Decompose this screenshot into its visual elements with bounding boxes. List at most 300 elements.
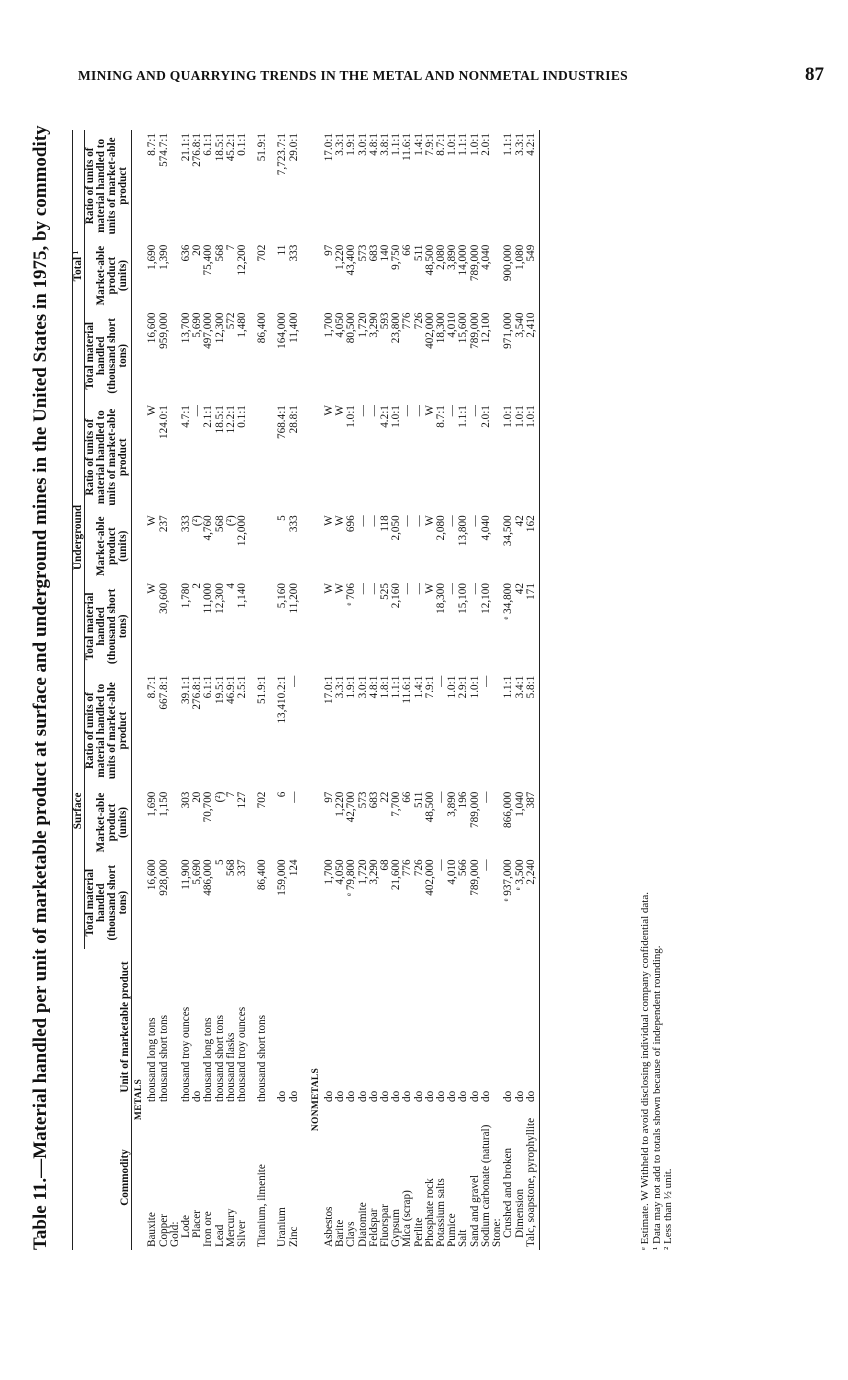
table-row <box>203 130 214 1250</box>
cell-t-prod: 1,390 <box>157 244 170 270</box>
cell-u-ratio: — <box>446 405 459 417</box>
cell-commodity: Placer <box>191 1210 204 1238</box>
cell-unit: do <box>502 1090 515 1102</box>
cell-commodity: Clays <box>345 1221 358 1247</box>
cell-s-prod: 573 <box>356 791 369 809</box>
cell-u-ratio: 0.1:1 <box>236 405 249 428</box>
footnote-estimate: ᵉ Estimate. W Withheld to avoid disclosing individual company confidential data. <box>639 892 651 1250</box>
cell-unit: do <box>356 1090 369 1102</box>
cell-u-mat: — <box>356 583 369 595</box>
cell-t-prod: 573 <box>356 244 369 262</box>
cell-s-ratio: — <box>479 675 492 687</box>
cell-s-mat: 124 <box>287 859 300 877</box>
cell-t-prod: 900,000 <box>502 244 515 282</box>
cell-commodity: Gypsum <box>390 1209 403 1247</box>
cell-u-mat: — <box>412 583 425 595</box>
cell-s-prod: 7 <box>224 791 237 798</box>
cell-u-prod <box>257 512 268 580</box>
empty-cell <box>132 673 148 789</box>
cell-t-mat: 12,100 <box>479 312 492 344</box>
cell-unit: do <box>367 1090 380 1102</box>
empty-cell <box>309 580 324 673</box>
empty-cell <box>309 673 324 789</box>
cell-t-prod: 549 <box>526 242 540 310</box>
table-row <box>147 130 158 1250</box>
cell-s-prod: — <box>287 791 300 803</box>
cell-s-mat: ᵉ 937,000 <box>502 859 515 902</box>
cell-t-mat: 15,600 <box>457 312 470 344</box>
cell-commodity: Fluorspar <box>379 1204 392 1247</box>
cell-s-prod: 127 <box>236 791 249 809</box>
cell-s-prod: 22 <box>379 791 392 803</box>
cell-u-ratio: — <box>356 405 369 417</box>
cell-u-mat: 2,160 <box>390 583 403 609</box>
cell-commodity: Dimension <box>513 1188 526 1238</box>
cell-s-ratio: 4.8:1 <box>367 675 380 699</box>
empty-cell <box>309 789 324 857</box>
cell-s-ratio: 1.8:1 <box>379 675 392 699</box>
cell-t-ratio: 276.8:1 <box>191 133 204 167</box>
cell-u-ratio: — <box>401 405 414 417</box>
cell-unit: thousand troy ounces <box>180 1006 193 1102</box>
cell-t-prod: 66 <box>401 244 414 256</box>
cell-unit: do <box>412 1090 425 1102</box>
cell-commodity: Barite <box>334 1219 347 1247</box>
cell-s-mat: — <box>479 859 492 871</box>
cell-s-mat: 337 <box>236 859 249 877</box>
cell-t-prod: 2,080 <box>435 244 448 270</box>
cell-t-prod: 1,690 <box>146 244 159 270</box>
cell-s-ratio: 1.9:1 <box>345 675 358 699</box>
cell-u-prod: 333 <box>287 515 300 533</box>
cell-t-prod: 636 <box>180 244 193 262</box>
cell-s-ratio: 1.1:1 <box>502 675 515 699</box>
group-total: Total ¹ <box>73 130 85 402</box>
header-commodity: Commodity <box>73 1105 132 1250</box>
cell-u-mat: 11,000 <box>202 583 215 614</box>
cell-s-ratio: 7.9:1 <box>423 675 436 699</box>
cell-t-ratio: 1.1:1 <box>502 133 515 156</box>
cell-unit: thousand long tons <box>146 1017 159 1102</box>
cell-commodity: Mica (scrap) <box>401 1190 414 1247</box>
header-total-product: Market-able product (units) <box>85 242 132 310</box>
cell-s-mat: ᵉ 79,800 <box>345 859 358 896</box>
cell-t-ratio: 574.7:1 <box>157 133 170 167</box>
cell-s-mat: 11,900 <box>180 859 193 890</box>
cell-t-ratio: 6.1:1 <box>202 133 215 156</box>
cell-t-mat: 4,010 <box>446 312 459 338</box>
cell-s-prod: 20 <box>191 791 204 803</box>
table-row <box>257 130 268 1250</box>
group-surface: Surface <box>73 673 85 949</box>
empty-cell <box>309 130 324 242</box>
cell-u-ratio: 2.1:1 <box>202 405 215 428</box>
cell-u-prod: 2,080 <box>435 515 448 541</box>
cell-t-mat: 86,400 <box>256 312 269 344</box>
cell-s-mat: 86,400 <box>256 859 269 891</box>
cell-u-prod: 34,500 <box>502 515 515 547</box>
cell-u-prod: — <box>446 515 459 527</box>
cell-u-ratio: W <box>146 405 159 416</box>
cell-commodity: Potassium salts <box>435 1178 448 1247</box>
cell-t-mat: 16,600 <box>146 312 159 344</box>
cell-t-mat: 572 <box>224 312 237 330</box>
cell-commodity: Salt <box>457 1229 470 1247</box>
cell-t-prod: 48,500 <box>423 244 436 276</box>
cell-u-mat: 42 <box>513 583 526 595</box>
cell-s-mat: 486,000 <box>202 859 215 896</box>
header-underground-material: Total material handled (thousand short tons) <box>85 580 132 673</box>
cell-t-mat: 12,300 <box>213 312 226 344</box>
cell-s-mat: 2,240 <box>526 856 540 949</box>
cell-u-ratio: — <box>367 405 380 417</box>
cell-t-mat: 789,000 <box>468 312 481 349</box>
cell-t-prod: 12,200 <box>236 244 249 276</box>
cell-t-mat: 23,800 <box>390 312 403 344</box>
cell-t-mat: 2,410 <box>526 309 540 402</box>
cell-t-ratio: 8.7:1 <box>435 133 448 156</box>
cell-t-ratio: 17.0:1 <box>323 133 336 162</box>
table-row <box>470 130 481 1250</box>
cell-commodity: Iron ore <box>202 1211 215 1247</box>
cell-u-prod: W <box>423 515 436 526</box>
cell-u-mat: W <box>146 583 159 594</box>
cell-t-mat: 776 <box>401 312 414 330</box>
header-total-ratio: Ratio of units of material handled to units of market-able product <box>85 130 132 242</box>
cell-s-ratio: 2.9:1 <box>457 675 470 699</box>
cell-commodity: Stone: <box>491 1218 504 1247</box>
cell-u-mat: 2 <box>191 583 204 589</box>
cell-unit: do <box>390 1090 403 1102</box>
cell-u-ratio: 1.0:1 <box>345 405 358 428</box>
cell-s-mat: 928,000 <box>157 859 170 896</box>
cell-u-ratio: — <box>191 405 204 417</box>
cell-t-prod: 333 <box>287 244 300 262</box>
cell-u-ratio: 124.0:1 <box>157 405 170 439</box>
table-row <box>289 130 300 1250</box>
cell-s-ratio: 2.5:1 <box>236 675 249 699</box>
cell-u-prod: W <box>334 515 347 526</box>
cell-t-mat: 11,400 <box>287 312 300 343</box>
cell-u-prod: (²) <box>191 515 204 527</box>
cell-u-ratio: 1.0:1 <box>513 405 526 428</box>
cell-unit: do <box>479 1090 492 1102</box>
cell-s-prod: 66 <box>401 791 414 803</box>
cell-u-ratio: — <box>468 405 481 417</box>
cell-s-ratio: 46.9:1 <box>224 675 237 704</box>
cell-t-prod: 11 <box>276 244 289 256</box>
cell-t-ratio: 1.9:1 <box>345 133 358 156</box>
cell-t-prod: 568 <box>213 244 226 262</box>
cell-unit: thousand short tons <box>256 1014 269 1102</box>
cell-s-mat: ᵉ 3,500 <box>513 859 526 891</box>
cell-s-ratio: 1.0:1 <box>468 675 481 699</box>
rotated-table-page <box>20 125 820 1250</box>
cell-unit: thousand short tons <box>157 1014 170 1102</box>
cell-t-ratio: 18.5:1 <box>213 133 226 162</box>
empty-cell <box>132 512 148 580</box>
cell-u-prod: 4,760 <box>202 515 215 541</box>
cell-s-prod: 1,690 <box>146 791 159 817</box>
cell-s-ratio: 17.0:1 <box>323 675 336 704</box>
cell-commodity: Perlite <box>412 1217 425 1247</box>
cell-commodity: Asbestos <box>323 1206 336 1247</box>
empty-cell <box>132 580 148 673</box>
cell-u-mat: 1,140 <box>236 583 249 609</box>
header-surface-material: Total material handled (thousand short tons) <box>85 856 132 949</box>
commodity-table <box>72 130 540 1250</box>
cell-commodity: Sodium carbonate (natural) <box>479 1124 492 1247</box>
cell-u-mat: 11,200 <box>287 583 300 614</box>
cell-s-mat: 566 <box>457 859 470 877</box>
cell-s-ratio: — <box>435 675 448 687</box>
cell-s-prod: 1,150 <box>157 791 170 817</box>
cell-u-mat: — <box>446 583 459 595</box>
header-unit: Unit of marketable product <box>73 949 132 1105</box>
cell-commodity: Feldspar <box>367 1208 380 1247</box>
cell-u-mat: 12,300 <box>213 583 226 614</box>
cell-t-mat: 164,000 <box>276 312 289 349</box>
cell-u-mat: 525 <box>379 583 392 600</box>
cell-t-prod: 9,750 <box>390 244 403 270</box>
cell-s-ratio: 11.6:1 <box>401 675 414 704</box>
cell-u-prod: 12,000 <box>236 515 249 547</box>
cell-u-mat: 18,300 <box>435 583 448 614</box>
cell-commodity: Zinc <box>287 1226 300 1247</box>
cell-unit: do <box>468 1090 481 1102</box>
cell-unit: do <box>401 1090 414 1102</box>
table-row <box>237 130 248 1250</box>
cell-t-ratio: 45.2:1 <box>224 133 237 162</box>
cell-t-prod: 140 <box>379 244 392 262</box>
cell-u-ratio: — <box>412 405 425 417</box>
cell-t-prod: 3,890 <box>446 244 459 270</box>
cell-t-mat: 3,290 <box>367 312 380 338</box>
cell-u-mat: 171 <box>526 580 540 673</box>
cell-s-prod: 866,000 <box>502 791 515 828</box>
cell-u-mat: — <box>468 583 481 595</box>
cell-unit: do <box>345 1090 358 1102</box>
cell-t-mat: 3,540 <box>513 312 526 338</box>
cell-s-ratio: 8.7:1 <box>146 675 159 699</box>
cell-s-mat: 4,010 <box>446 859 459 885</box>
footnotes <box>640 892 675 1250</box>
cell-s-prod: 683 <box>367 791 380 809</box>
cell-unit: do <box>423 1090 436 1102</box>
cell-u-mat: — <box>401 583 414 595</box>
header-underground-product: Market-able product (units) <box>85 512 132 580</box>
cell-s-prod: 303 <box>180 791 193 809</box>
cell-s-ratio: 3.0:1 <box>356 675 369 699</box>
empty-cell <box>132 856 148 949</box>
cell-unit: do <box>513 1090 526 1102</box>
cell-s-prod: 3,890 <box>446 791 459 817</box>
cell-t-ratio: 0.1:1 <box>236 133 249 156</box>
table-row <box>503 130 514 1250</box>
cell-u-mat: 1,780 <box>180 583 193 609</box>
empty-cell <box>132 309 148 402</box>
cell-s-prod: 702 <box>256 791 269 809</box>
cell-u-ratio: 1.0:1 <box>390 405 403 428</box>
cell-t-mat: 971,000 <box>502 312 515 349</box>
cell-s-prod: 387 <box>526 789 540 857</box>
cell-s-ratio: 667.8:1 <box>157 675 170 710</box>
cell-commodity: Titanium, ilmenite <box>256 1164 269 1247</box>
cell-unit: do <box>379 1090 392 1102</box>
cell-t-mat: 402,000 <box>423 312 436 349</box>
cell-t-mat: 1,720 <box>356 312 369 338</box>
table-row <box>481 130 492 1250</box>
header-underground-ratio: Ratio of units of material handled to units of market-able product <box>85 402 132 512</box>
cell-s-prod: 511 <box>412 791 425 808</box>
cell-s-prod: 789,000 <box>468 791 481 828</box>
cell-commodity: Diatomite <box>356 1202 369 1247</box>
cell-s-mat: 16,600 <box>146 859 159 891</box>
cell-u-prod: 5 <box>276 515 289 521</box>
cell-s-mat: 1,700 <box>323 859 336 885</box>
cell-u-mat: 12,100 <box>479 583 492 614</box>
cell-u-prod: W <box>323 515 336 526</box>
running-head <box>78 66 824 86</box>
cell-s-ratio: 13,410.2:1 <box>276 675 289 724</box>
cell-u-ratio: 28.8:1 <box>287 405 300 434</box>
cell-t-mat: 13,700 <box>180 312 193 344</box>
cell-commodity: Phosphate rock <box>423 1178 436 1247</box>
empty-cell <box>309 856 324 949</box>
cell-u-ratio: 1.0:1 <box>526 402 540 512</box>
cell-unit: do <box>457 1090 470 1102</box>
group-underground: Underground <box>73 402 85 673</box>
cell-s-mat: 776 <box>401 859 414 877</box>
cell-u-ratio: 12.2:1 <box>224 405 237 434</box>
cell-s-ratio: 1.4:1 <box>412 675 425 699</box>
header-surface-product: Market-able product (units) <box>85 789 132 857</box>
empty-cell <box>309 512 324 580</box>
cell-u-ratio: W <box>334 405 347 416</box>
cell-u-ratio: 768.4:1 <box>276 405 289 439</box>
cell-t-prod: 20 <box>191 244 204 256</box>
cell-t-prod: 75,400 <box>202 244 215 276</box>
cell-t-prod: 43,400 <box>345 244 358 276</box>
section-heading <box>132 130 148 1250</box>
cell-u-ratio: 18.5:1 <box>213 405 226 434</box>
cell-s-prod: (²) <box>213 791 226 803</box>
table-row <box>159 130 170 1250</box>
cell-t-mat: 593 <box>379 312 392 330</box>
cell-unit: do <box>526 949 540 1105</box>
cell-s-prod: 196 <box>457 791 470 809</box>
cell-u-mat: 4 <box>224 583 237 589</box>
cell-s-prod: 7,700 <box>390 791 403 817</box>
cell-t-ratio: 21.1:1 <box>180 133 193 162</box>
cell-u-mat: 15,100 <box>457 583 470 614</box>
section-label: METALS <box>134 1078 145 1121</box>
cell-s-prod: — <box>479 791 492 803</box>
cell-s-ratio: 3.4:1 <box>513 675 526 699</box>
cell-s-mat: 4,050 <box>334 859 347 885</box>
cell-unit: do <box>323 1090 336 1102</box>
cell-u-mat: W <box>423 583 436 594</box>
cell-t-prod: 702 <box>256 244 269 262</box>
cell-s-mat: 5 <box>213 859 226 865</box>
cell-t-ratio: 1.0:1 <box>446 133 459 156</box>
table-row <box>458 130 469 1250</box>
cell-s-prod: 48,500 <box>423 791 436 823</box>
cell-t-ratio: 8.7:1 <box>146 133 159 156</box>
table-row <box>425 130 436 1250</box>
cell-unit: thousand flasks <box>224 1032 237 1102</box>
cell-t-ratio: 4.8:1 <box>367 133 380 156</box>
table-title: Table 11.—Material handled per unit of marketable product at surface and underground mines in the United States in 1975, by commodity <box>30 125 51 1250</box>
cell-u-prod: — <box>468 515 481 527</box>
cell-t-mat: 497,000 <box>202 312 215 349</box>
cell-u-ratio: 1.0:1 <box>502 405 515 428</box>
cell-t-ratio: 51.9:1 <box>256 133 269 162</box>
cell-u-prod: — <box>356 515 369 527</box>
cell-u-prod: 696 <box>345 515 358 533</box>
cell-t-mat: 1,700 <box>323 312 336 338</box>
empty-cell <box>309 309 324 402</box>
section-label: NONMETALS <box>310 1067 321 1132</box>
cell-t-ratio: 7.9:1 <box>423 133 436 156</box>
cell-u-ratio: W <box>323 405 336 416</box>
cell-t-prod: 1,080 <box>513 244 526 270</box>
cell-t-ratio: 7,723.7:1 <box>276 133 289 176</box>
cell-s-ratio: 1.1:1 <box>390 675 403 699</box>
cell-commodity: Uranium <box>276 1207 289 1247</box>
table-row <box>402 130 413 1250</box>
cell-u-prod: — <box>412 515 425 527</box>
empty-cell <box>132 402 148 512</box>
cell-s-prod: 70,700 <box>202 791 215 823</box>
cell-t-mat: 5,690 <box>191 312 204 338</box>
cell-s-prod: — <box>435 791 448 803</box>
cell-t-ratio: 4.2:1 <box>526 130 540 242</box>
cell-commodity: Talc, soapstone, pyrophyllite <box>526 1105 540 1250</box>
cell-u-ratio: 1.1:1 <box>457 405 470 428</box>
cell-t-prod: 7 <box>224 244 237 251</box>
cell-s-mat: 159,000 <box>276 859 289 896</box>
page-number: 87 <box>805 64 824 85</box>
cell-s-prod: 97 <box>323 791 336 803</box>
cell-t-prod: 97 <box>323 244 336 256</box>
cell-u-prod: 237 <box>157 515 170 533</box>
table-row <box>346 130 357 1250</box>
cell-u-prod: 162 <box>526 512 540 580</box>
cell-t-ratio: 3.8:1 <box>379 133 392 156</box>
cell-s-ratio: — <box>287 675 300 687</box>
cell-s-mat: 726 <box>412 859 425 877</box>
cell-u-ratio: 2.0:1 <box>479 405 492 428</box>
cell-u-prod: — <box>401 515 414 527</box>
running-title: MINING AND QUARRYING TRENDS IN THE METAL AND NONMETAL INDUSTRIES <box>78 68 628 83</box>
cell-t-mat: 18,300 <box>435 312 448 344</box>
cell-commodity: Crushed and broken <box>502 1147 515 1238</box>
cell-s-prod: 42,700 <box>345 791 358 823</box>
cell-t-ratio: 2.0:1 <box>479 133 492 156</box>
cell-commodity: Lode <box>180 1215 193 1238</box>
empty-cell <box>309 242 324 310</box>
cell-u-prod: 4,040 <box>479 515 492 541</box>
empty-cell <box>309 402 324 512</box>
cell-s-prod: 6 <box>276 791 289 798</box>
cell-u-mat: — <box>367 583 380 595</box>
cell-u-mat: ᵉ 706 <box>345 583 358 606</box>
cell-s-mat: 402,000 <box>423 859 436 896</box>
cell-s-prod: 1,040 <box>513 791 526 817</box>
cell-u-mat: 5,160 <box>276 583 289 609</box>
cell-t-mat: 80,500 <box>345 312 358 344</box>
